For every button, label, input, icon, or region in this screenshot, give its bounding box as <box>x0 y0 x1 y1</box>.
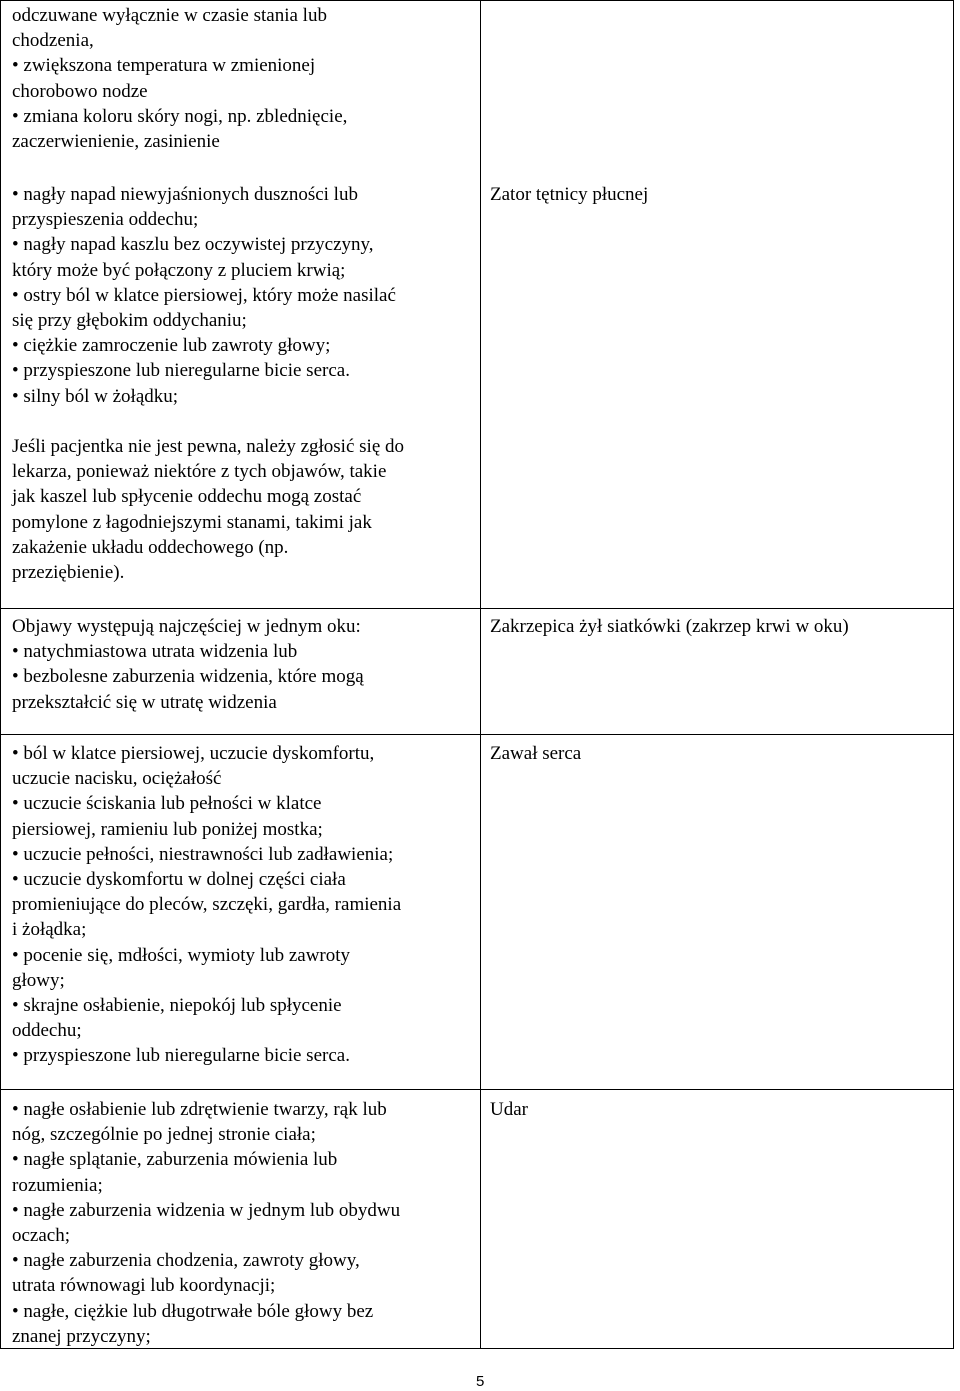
bullet-item: • pocenie się, mdłości, wymioty lub zawroty <box>12 943 474 968</box>
text-line: chodzenia, <box>12 30 94 52</box>
text-line: który może być połączony z pluciem krwią; <box>12 259 346 281</box>
text-line: nóg, szczególnie po jednej stronie ciała; <box>12 1124 316 1146</box>
condition-cell-pulmonary-embolism: Zator tętnicy płucnej <box>490 184 649 205</box>
text-line: głowy; <box>12 969 65 991</box>
bullet-item: • uczucie pełności, niestrawności lub zadławienia; <box>12 842 474 867</box>
symptoms-cell-stroke <box>12 1097 474 1349</box>
bullet-item: • nagłe zaburzenia chodzenia, zawroty głowy, <box>12 1248 474 1273</box>
text-line: Objawy występują najczęściej w jednym oku: <box>12 616 361 637</box>
text-line: oczach; <box>12 1225 71 1247</box>
bullet-item: • zmiana koloru skóry nogi, np. zblednięcie, <box>12 104 474 129</box>
bullet-item: • nagłe, ciężkie lub długotrwałe bóle głowy bez <box>12 1299 474 1324</box>
condition-cell-stroke: Udar <box>490 1099 528 1120</box>
symptoms-cell-dvt <box>12 3 474 154</box>
bullet-item: • bezbolesne zaburzenia widzenia, które mogą <box>12 664 474 689</box>
bullet-item: • nagłe zaburzenia widzenia w jednym lub obydwu <box>12 1198 474 1223</box>
bullet-item: • nagły napad kaszlu bez oczywistej przyczyny, <box>12 232 474 257</box>
text-line: chorobowo nodze <box>12 80 148 102</box>
bullet-item: • ciężkie zamroczenie lub zawroty głowy; <box>12 333 474 358</box>
bullet-item: • uczucie dyskomfortu w dolnej części ciała <box>12 867 474 892</box>
text-line: lekarza, ponieważ niektóre z tych objawów, takie <box>12 461 387 483</box>
condition-cell-retinal-thrombosis: Zakrzepica żył siatkówki (zakrzep krwi w oku) <box>490 616 849 637</box>
text-line: uczucie nacisku, ociężałość <box>12 768 222 790</box>
text-line: piersiowej, ramieniu lub poniżej mostka; <box>12 818 323 840</box>
bullet-item: • zwiększona temperatura w zmienionej <box>12 53 474 78</box>
bullet-item: • nagły napad niewyjaśnionych duszności lub <box>12 182 474 207</box>
text-line: promieniujące do pleców, szczęki, gardła, ramienia <box>12 894 402 916</box>
bullet-item: • przyspieszone lub nieregularne bicie serca. <box>12 358 474 383</box>
symptoms-cell-pulmonary-embolism <box>12 182 474 585</box>
symptoms-cell-retinal-thrombosis <box>12 614 474 715</box>
bullet-item: • przyspieszone lub nieregularne bicie serca. <box>12 1043 474 1068</box>
bullet-item: • nagłe splątanie, zaburzenia mówienia lub <box>12 1147 474 1172</box>
bullet-item: • nagłe osłabienie lub zdrętwienie twarzy, rąk lub <box>12 1097 474 1122</box>
symptoms-cell-heart-attack <box>12 741 474 1069</box>
text-line: jak kaszel lub spłycenie oddechu mogą zostać <box>12 486 362 508</box>
bullet-item: • silny ból w żołądku; <box>12 384 474 409</box>
text-line: Jeśli pacjentka nie jest pewna, należy zgłosić się do <box>12 436 405 458</box>
text-line: znanej przyczyny; <box>12 1325 151 1347</box>
bullet-item: • ból w klatce piersiowej, uczucie dyskomfortu, <box>12 741 474 766</box>
bullet-item: • natychmiastowa utrata widzenia lub <box>12 639 474 664</box>
row-divider <box>1 1089 953 1090</box>
text-line: się przy głębokim oddychaniu; <box>12 310 247 332</box>
text-line: utrata równowagi lub koordynacji; <box>12 1275 276 1297</box>
bullet-item: • skrajne osłabienie, niepokój lub spłycenie <box>12 993 474 1018</box>
row-divider <box>1 734 953 735</box>
text-line: i żołądka; <box>12 919 87 941</box>
bullet-item: • uczucie ściskania lub pełności w klatce <box>12 791 474 816</box>
text-line: odczuwane wyłącznie w czasie stania lub <box>12 5 327 26</box>
text-line: przyspieszenia oddechu; <box>12 209 199 231</box>
page-number: 5 <box>476 1373 485 1390</box>
condition-cell-heart-attack: Zawał serca <box>490 743 582 764</box>
text-line: pomylone z łagodniejszymi stanami, takimi jak <box>12 511 372 533</box>
text-line: przeziębienie). <box>12 562 125 584</box>
text-line: rozumienia; <box>12 1174 103 1196</box>
column-divider <box>480 1 481 1348</box>
bullet-item: • ostry ból w klatce piersiowej, który może nasilać <box>12 283 474 308</box>
text-line: zaczerwienienie, zasinienie <box>12 131 220 153</box>
text-line <box>12 409 474 434</box>
text-line: przekształcić się w utratę widzenia <box>12 691 277 713</box>
text-line: oddechu; <box>12 1020 82 1042</box>
row-divider <box>1 608 953 609</box>
text-line: zakażenie układu oddechowego (np. <box>12 536 289 558</box>
